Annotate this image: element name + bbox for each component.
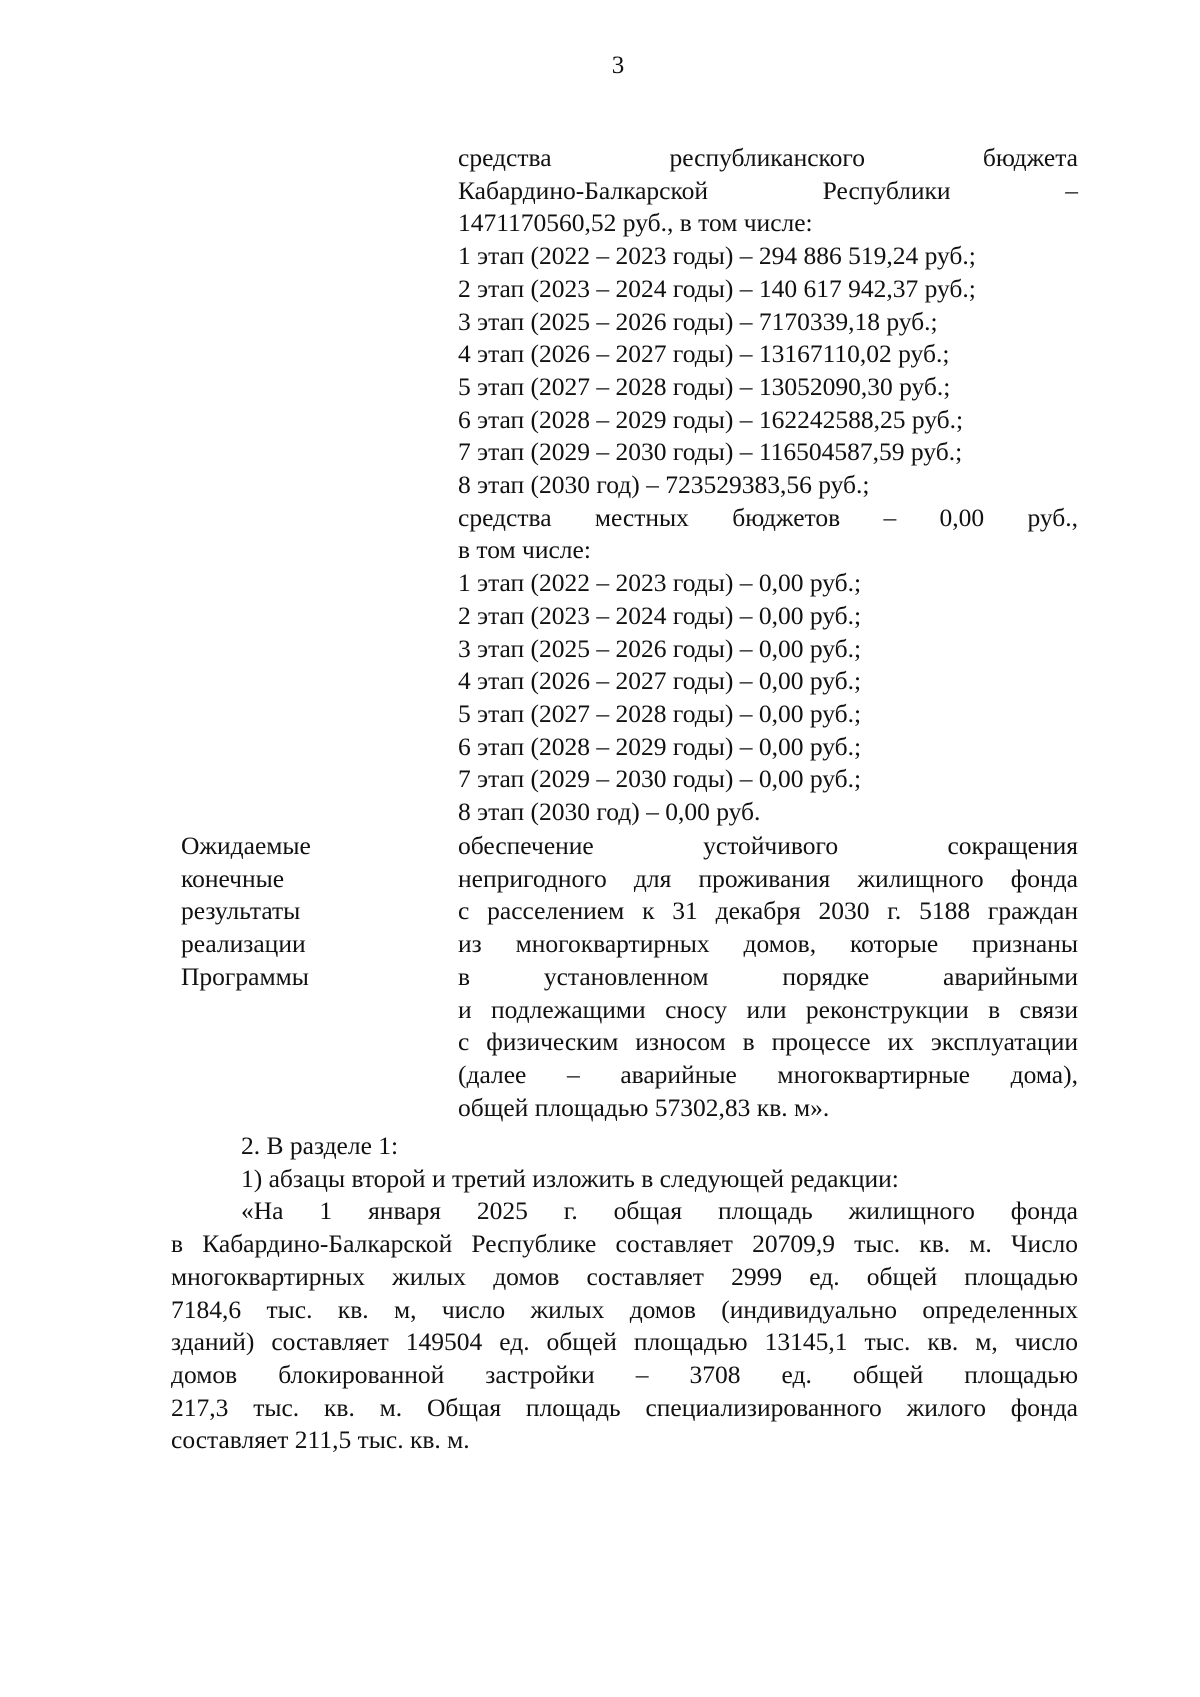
republic-stage-line: 4 этап (2026 – 2027 годы) – 13167110,02 руб.; [458,339,950,369]
republic-stage-line: 2 этап (2023 – 2024 годы) – 140 617 942,37 руб.; [458,273,976,303]
page-number: 3 [611,52,625,79]
result-line: общей площадью 57302,83 кв. м». [458,1092,830,1122]
result-line: непригодного для проживания жилищного фонда [458,863,1078,893]
expected-results-label [181,830,441,994]
republic-stage-line: 5 этап (2027 – 2028 годы) – 13052090,30 руб.; [458,371,951,401]
quote-line: «На 1 января 2025 г. общая площадь жилищного фонда [241,1196,1078,1226]
local-stage-line: 3 этап (2025 – 2026 годы) – 0,00 руб.; [458,633,862,663]
label-line: Ожидаемые [181,831,311,860]
quote-line: зданий) составляет 149504 ед. общей площадью 13145,1 тыс. кв. м, число [171,1327,1078,1357]
republic-stage-line: 8 этап (2030 год) – 723529383,56 руб.; [458,470,870,500]
result-line: из многоквартирных домов, которые признаны [458,929,1078,959]
result-line: в установленном порядке аварийными [458,961,1078,991]
label-line: результаты [181,896,301,926]
quote-line: 7184,6 тыс. кв. м, число жилых домов (индивидуально определенных [171,1294,1078,1324]
local-stage-line: 8 этап (2030 год) – 0,00 руб. [458,797,761,827]
local-stage-line: 5 этап (2027 – 2028 годы) – 0,00 руб.; [458,698,862,728]
local-stage-line: 7 этап (2029 – 2030 годы) – 0,00 руб.; [458,764,862,794]
local-stage-line: 4 этап (2026 – 2027 годы) – 0,00 руб.; [458,666,862,696]
local-budget-line: средства местных бюджетов – 0,00 руб., [458,502,1078,532]
section-heading: 2. В разделе 1: [241,1131,399,1160]
republic-stage-line: 7 этап (2029 – 2030 годы) – 116504587,59 руб.; [458,437,963,467]
republic-stage-line: 1 этап (2022 – 2023 годы) – 294 886 519,24 руб.; [458,241,976,271]
quote-line: многоквартирных жилых домов составляет 2999 ед. общей площадью [171,1261,1078,1291]
expected-results-text [458,830,1078,1124]
result-line: с физическим износом в процессе их эксплуатации [458,1027,1078,1057]
local-stage-line: 1 этап (2022 – 2023 годы) – 0,00 руб.; [458,568,862,598]
republic-budget-line: Кабардино-Балкарской Республики – [458,175,1078,205]
quote-line: в Кабардино-Балкарской Республике составляет 20709,9 тыс. кв. м. Число [171,1229,1078,1259]
label-line: Программы [181,961,309,991]
label-line: конечные [181,863,285,893]
republic-budget-line: средства республиканского бюджета [458,143,1078,172]
republic-stage-line: 3 этап (2025 – 2026 годы) – 7170339,18 руб.; [458,306,938,336]
quote-line: домов блокированной застройки – 3708 ед. общей площадью [171,1359,1078,1389]
republic-budget-line: 1471170560,52 руб., в том числе: [458,208,813,238]
section-item: 1) абзацы второй и третий изложить в следующей редакции: [241,1163,899,1193]
funding-block [458,142,1078,829]
local-budget-line: в том числе: [458,535,591,565]
republic-stage-line: 6 этап (2028 – 2029 годы) – 162242588,25 руб.; [458,404,964,434]
result-line: обеспечение устойчивого сокращения [458,831,1078,860]
quote-line: 217,3 тыс. кв. м. Общая площадь специализированного жилого фонда [171,1392,1078,1422]
quote-line: составляет 211,5 тыс. кв. м. [171,1425,470,1455]
result-line: с расселением к 31 декабря 2030 г. 5188 граждан [458,896,1078,926]
section-2 [171,1130,1078,1457]
result-line: (далее – аварийные многоквартирные дома), [458,1059,1078,1089]
label-line: реализации [181,929,306,959]
local-stage-line: 6 этап (2028 – 2029 годы) – 0,00 руб.; [458,731,862,761]
result-line: и подлежащими сносу или реконструкции в связи [458,994,1078,1024]
local-stage-line: 2 этап (2023 – 2024 годы) – 0,00 руб.; [458,600,862,630]
